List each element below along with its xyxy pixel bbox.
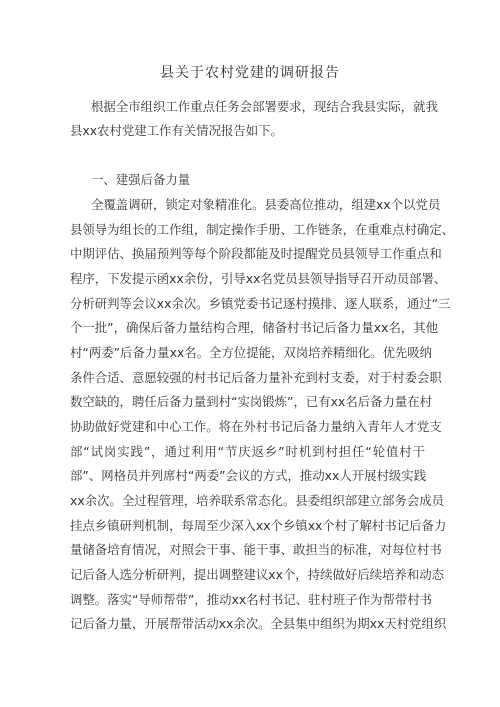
paragraph-line: 挂点乡镇研判机制，每周至少深入xx个乡镇xx个村了解村书记后备力 [70, 517, 447, 533]
paragraph-line: 程序，下发提示函xx余份，引导xx名党员县领导指导召开动员部署、 [70, 270, 447, 286]
paragraph-line: 协助做好党建和中心工作。将在外村书记后备力量纳入青年人才党支 [70, 418, 442, 434]
paragraph-line: xx余次。全过程管理，培养联系常态化。县委组织部建立部务会成员 [70, 492, 444, 508]
paragraph-line: 村“两委”后备力量xx名。全方位提能，双岗培养精细化。优先吸纳 [70, 344, 433, 360]
section-heading: 一、建强后备力量 [91, 172, 191, 187]
paragraph-line: 全覆盖调研，锁定对象精准化。县委高位推动，组建xx个以党员 [91, 197, 441, 212]
paragraph-line: 部”、网格员并列席村“两委”会议的方式，推动xx人开展村级实践 [70, 468, 427, 484]
paragraph-line: 中期评估、换届预判等每个阶段都能及时提醒党员县领导工作重点和 [70, 246, 442, 262]
paragraph-line: 个一批”，确保后备力量结构合理，储备村书记后备力量xx名，其他 [70, 320, 439, 336]
paragraph-line: 数空缺的，聘任后备力量到村“实岗锻炼”，已有xx名后备力量在村 [70, 394, 433, 410]
intro-paragraph [70, 95, 438, 143]
intro-line: 县xx农村党建工作有关情况报告如下。 [70, 123, 283, 139]
paragraph-line: 记后备人选分析研判，提出调整建议xx个，持续做好后续培养和动态 [70, 566, 444, 582]
intro-line: 根据全市组织工作重点任务会部署要求，现结合我县实际，就我 [91, 99, 438, 114]
paragraph-line: 调整。落实“导师帮带”，推动xx名村书记、驻村班子作为帮带村书 [70, 591, 433, 607]
document-title: 县关于农村党建的调研报告 [160, 65, 340, 81]
paragraph-line: 分析研判等会议xx余次。乡镇党委书记逐村摸排、逐人联系，通过“三 [70, 295, 451, 311]
paragraph-line: 部“试岗实践”，通过利用“节庆返乡”时机到村担任“轮值村干 [70, 443, 425, 459]
paragraph-line: 量储备培育情况，对照会干事、能干事、敢担当的标准，对每位村书 [70, 542, 442, 558]
paragraph-line: 记后备力量，开展帮带活动xx余次。全县集中组织为期xx天村党组织 [70, 616, 447, 632]
paragraph-line: 条件合适、意愿较强的村书记后备力量补充到村支委，对于村委会职 [70, 369, 442, 385]
paragraph-line: 县领导为组长的工作组，制定操作手册、工作链条，在重难点村确定、 [70, 221, 455, 237]
section-paragraph [70, 193, 455, 637]
